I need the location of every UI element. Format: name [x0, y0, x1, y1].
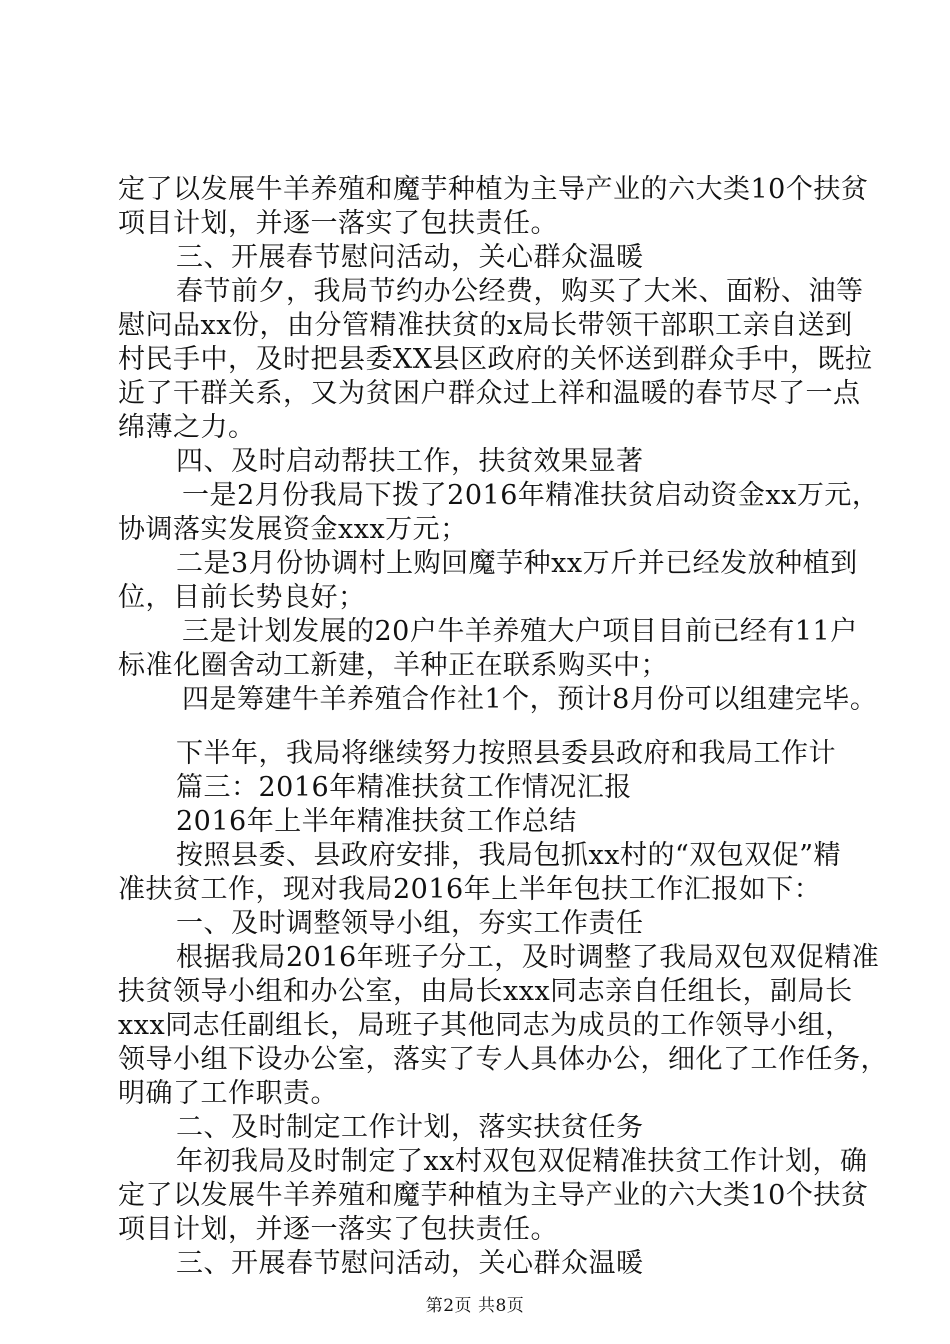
article-title: 篇三：2016年精准扶贫工作情况汇报 [176, 772, 632, 803]
section-heading: 一、及时调整领导小组，夯实工作责任 [176, 908, 644, 939]
body-line: 按照县委、县政府安排，我局包抓xx村的“双包双促”精 [176, 840, 842, 871]
body-line: 根据我局2016年班子分工，及时调整了我局双包双促精准 [176, 942, 880, 973]
section-heading: 三、开展春节慰问活动，关心群众温暖 [176, 1248, 644, 1279]
page-number-footer: 第2页 共8页 [425, 1296, 525, 1316]
body-line: 位，目前长势良好； [118, 582, 366, 613]
body-line: 慰问品xx份，由分管精准扶贫的x局长带领干部职工亲自送到 [118, 310, 853, 341]
section-heading: 二、及时制定工作计划，落实扶贫任务 [176, 1112, 644, 1143]
body-line: 项目计划，并逐一落实了包扶责任。 [118, 208, 558, 239]
body-line: 定了以发展牛羊养殖和魔芋种植为主导产业的六大类10个扶贫 [118, 174, 869, 205]
section-heading: 三、开展春节慰问活动，关心群众温暖 [176, 242, 644, 273]
body-line: 定了以发展牛羊养殖和魔芋种植为主导产业的六大类10个扶贫 [118, 1180, 869, 1211]
body-line: 二是3月份协调村上购回魔芋种xx万斤并已经发放种植到 [176, 548, 858, 579]
body-line: 协调落实发展资金xxx万元； [118, 514, 468, 545]
body-line: 标准化圈舍动工新建，羊种正在联系购买中； [118, 650, 668, 681]
body-line: 下半年，我局将继续努力按照县委县政府和我局工作计 [176, 738, 836, 769]
body-line: 四是筹建牛羊养殖合作社1个，预计8月份可以组建完毕。 [182, 684, 878, 715]
body-line: 绵薄之力。 [118, 412, 256, 443]
body-line: 准扶贫工作，现对我局2016年上半年包扶工作汇报如下： [118, 874, 822, 905]
body-line: 一是2月份我局下拨了2016年精准扶贫启动资金xx万元， [182, 480, 880, 511]
body-line: 近了干群关系，又为贫困户群众过上祥和温暖的春节尽了一点 [118, 378, 861, 409]
article-subtitle: 2016年上半年精准扶贫工作总结 [176, 806, 577, 837]
body-line: 春节前夕，我局节约办公经费，购买了大米、面粉、油等 [176, 276, 864, 307]
body-line: 年初我局及时制定了xx村双包双促精准扶贫工作计划，确 [176, 1146, 868, 1177]
body-line: 扶贫领导小组和办公室，由局长xxx同志亲自任组长，副局长 [118, 976, 853, 1007]
body-line: xxx同志任副组长，局班子其他同志为成员的工作领导小组， [118, 1010, 853, 1041]
body-line: 领导小组下设办公室，落实了专人具体办公，细化了工作任务， [118, 1044, 888, 1075]
section-heading: 四、及时启动帮扶工作，扶贫效果显著 [176, 446, 644, 477]
body-line: 三是计划发展的20户牛羊养殖大户项目目前已经有11户 [182, 616, 858, 647]
body-line: 村民手中，及时把县委XX县区政府的关怀送到群众手中，既拉 [118, 344, 873, 375]
body-line: 项目计划，并逐一落实了包扶责任。 [118, 1214, 558, 1245]
body-line: 明确了工作职责。 [118, 1078, 338, 1109]
